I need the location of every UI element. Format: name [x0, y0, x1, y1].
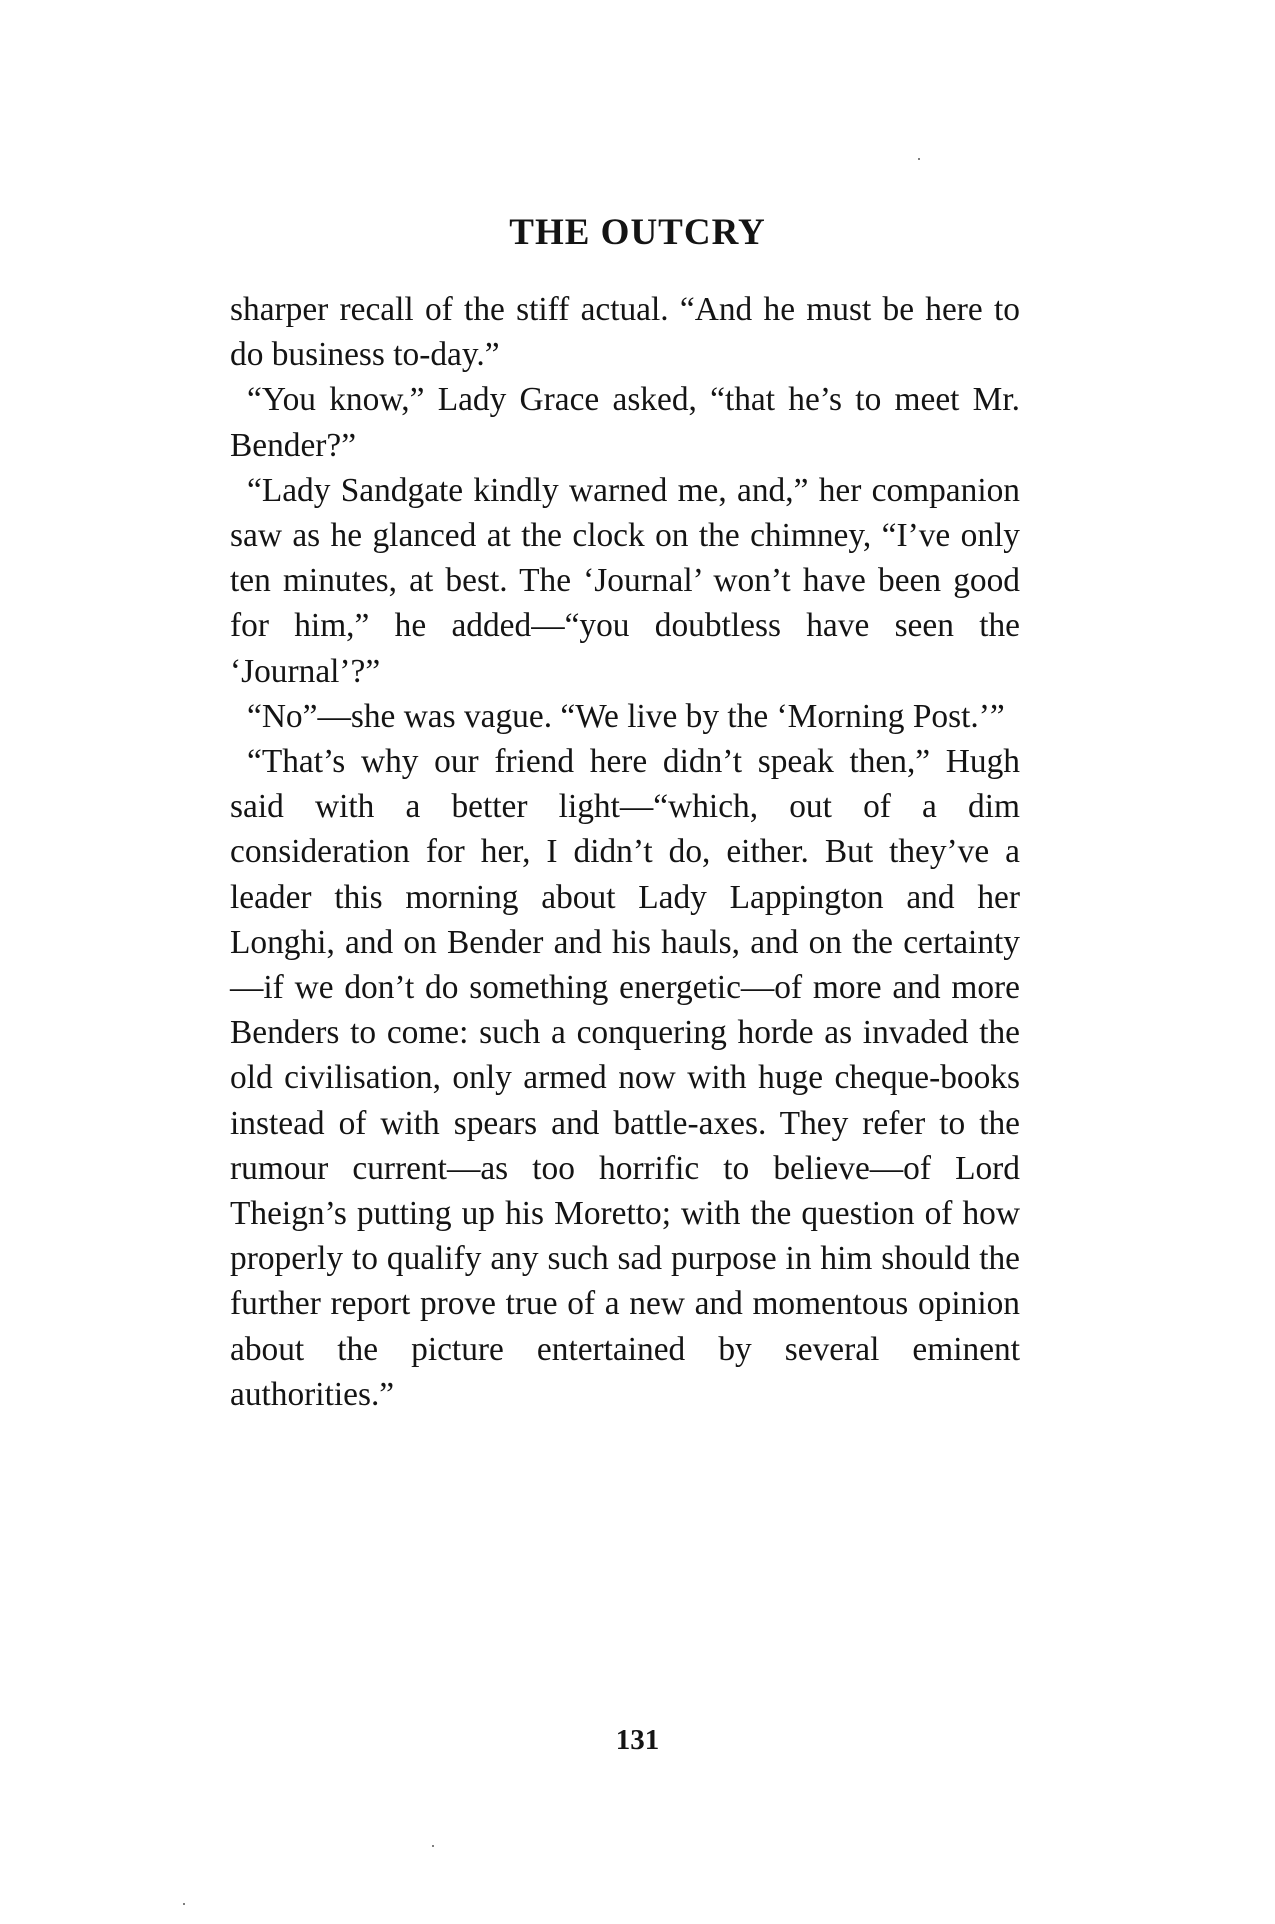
running-head: THE OUTCRY [509, 212, 766, 253]
paragraph: “No”—she was vague. “We live by the ‘Morning Post.’” [247, 697, 1005, 735]
paragraph: “You know,” Lady Grace asked, “that he’s to meet Mr. Bender?” [230, 381, 1020, 464]
page-number: 131 [615, 1724, 660, 1756]
paragraph: “That’s why our friend here didn’t speak then,” Hugh said with a better light—“which, out of a dim consideration for her, I didn’t do, either. But they’ve a leader this morning about Lady Lappington and her Longhi, and on Bender and his hauls, and on the certainty—if we don’t do something energetic—of more and more Benders to come: such a conquering horde as invaded the old civilisation, only armed now with huge cheque-books instead of with spears and battle-axes. They refer to the rumour current—as too horrific to believe—of Lord Theign’s putting up his Moretto; with the question of how properly to qualify any such sad purpose in him should the further report prove true of a new and momentous opinion about the picture entertained by several eminent authorities.” [230, 743, 1020, 1413]
paper-speck [432, 1845, 434, 1847]
body-text [230, 287, 1020, 1417]
paper-speck [183, 1903, 185, 1905]
paragraph-continued: sharper recall of the stiff actual. “And he must be here to do business to-day.” [230, 291, 1020, 374]
paragraph: “Lady Sandgate kindly warned me, and,” her companion saw as he glanced at the clock on the chimney, “I’ve only ten minutes, at best. The ‘Journal’ won’t have been good for him,” he added—“you doubtless have seen the ‘Journal’?” [230, 471, 1020, 690]
paper-speck [918, 158, 920, 160]
